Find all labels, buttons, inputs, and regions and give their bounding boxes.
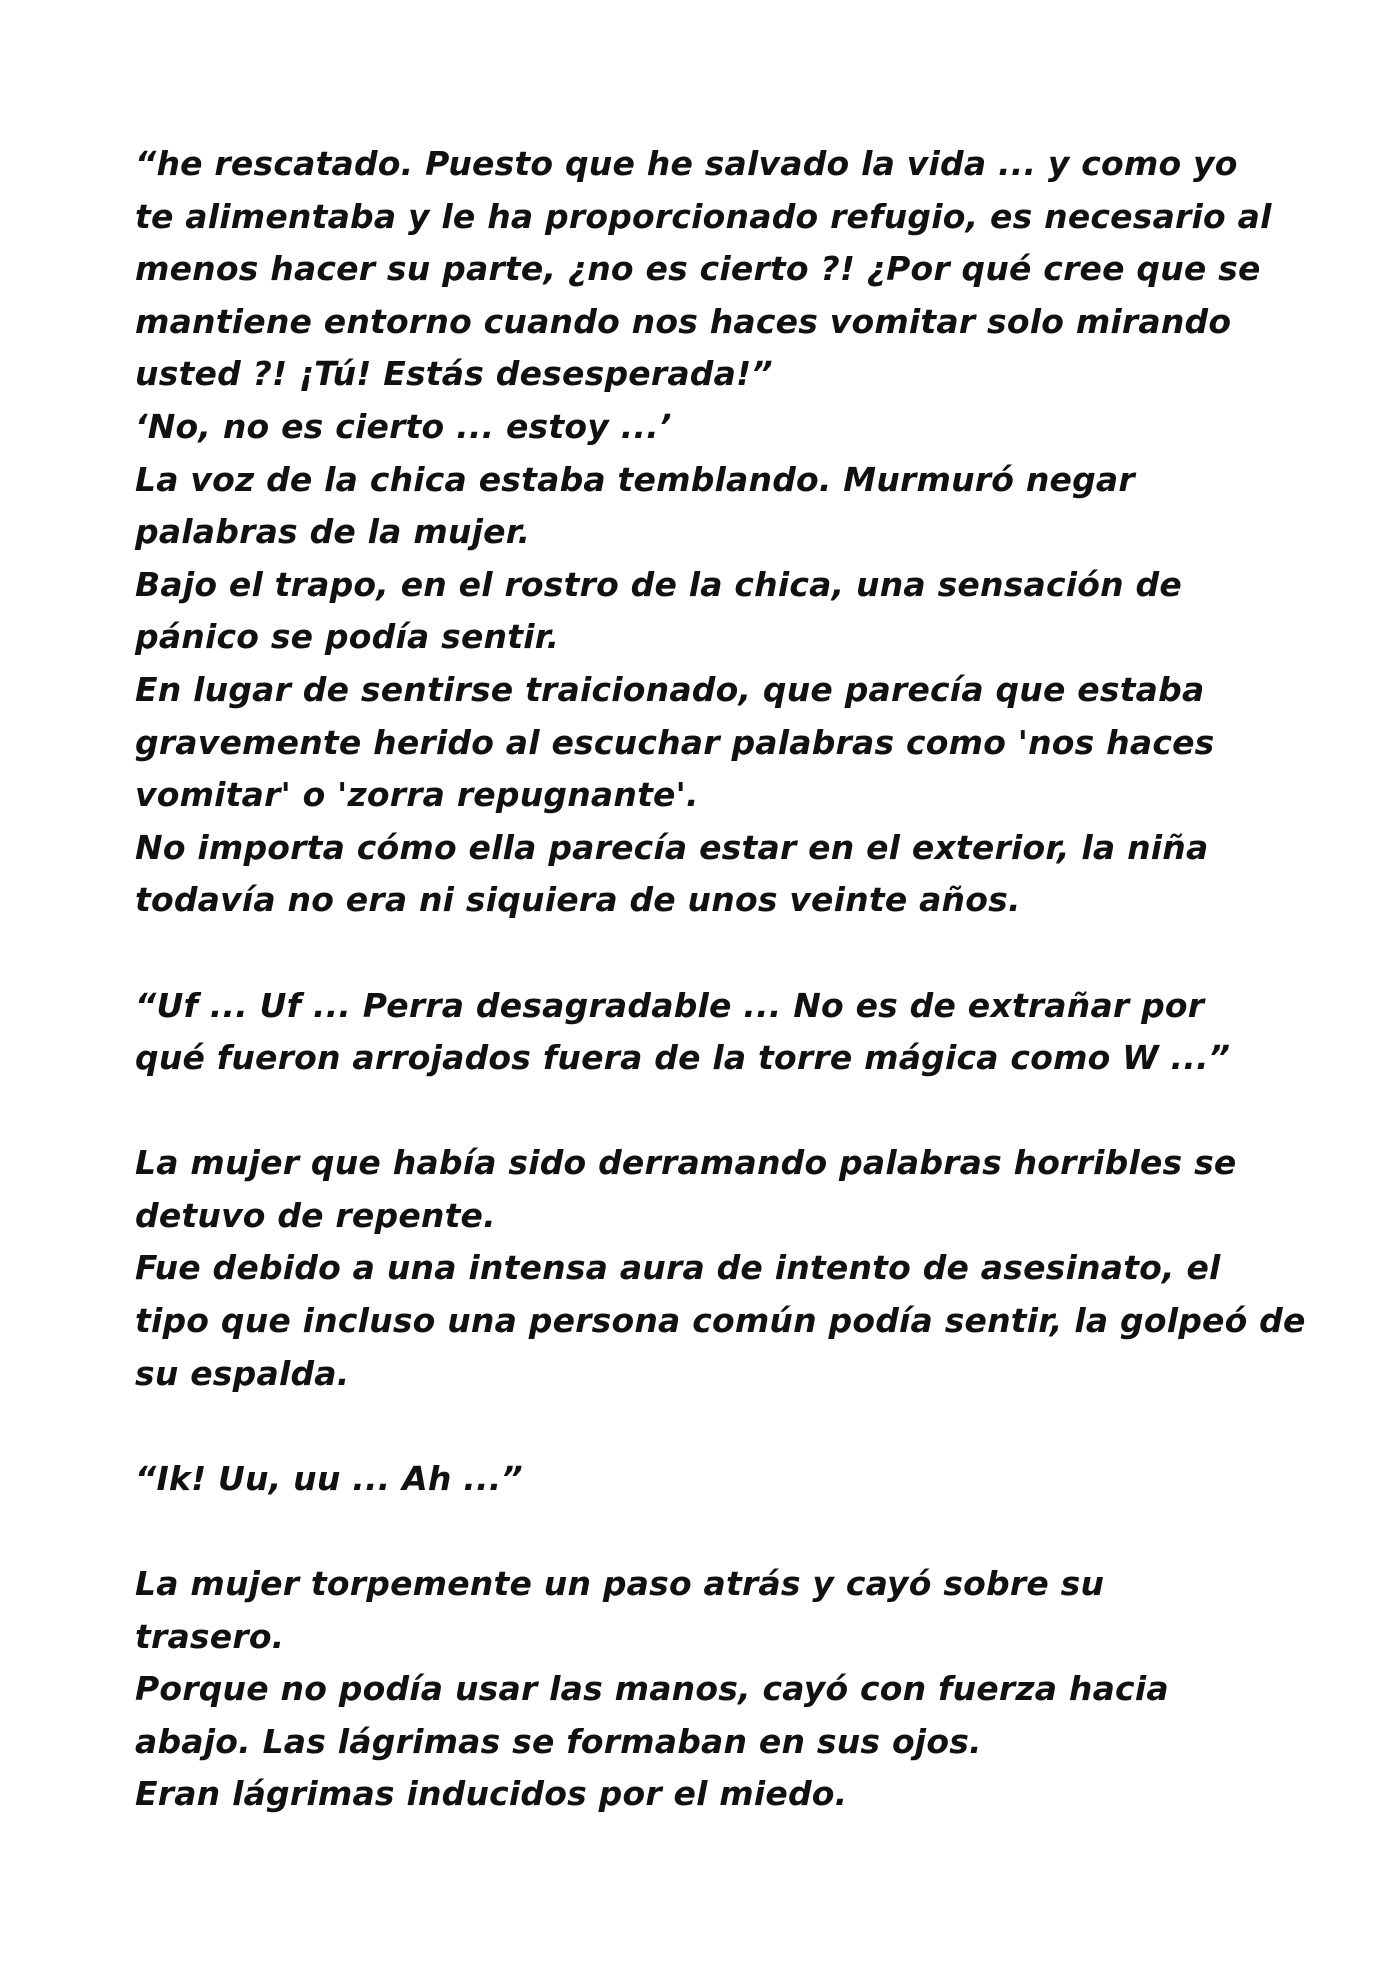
- text-line: detuvo de repente.: [135, 1195, 496, 1235]
- text-line: “Ik! Uu, uu ... Ah ...”: [135, 1458, 523, 1498]
- text-line: abajo. Las lágrimas se formaban en sus ojos.: [135, 1721, 982, 1761]
- paragraph-gap: [135, 1505, 1335, 1558]
- paragraph-gap: [135, 1400, 1335, 1453]
- text-line: tipo que incluso una persona común podía sentir, la golpeó de: [135, 1301, 1306, 1341]
- text-line: su espalda.: [135, 1353, 350, 1393]
- text-line: Bajo el trapo, en el rostro de la chica, una sensación de: [135, 564, 1182, 604]
- text-line: La mujer que había sido derramando palabras horribles se: [135, 1143, 1237, 1183]
- body-text: [135, 138, 1335, 1821]
- text-line: gravemente herido al escuchar palabras como 'nos haces: [135, 722, 1215, 762]
- text-line: “Uf ... Uf ... Perra desagradable ... No es de extrañar por: [135, 985, 1205, 1025]
- text-line: En lugar de sentirse traicionado, que parecía que estaba: [135, 669, 1205, 709]
- text-line: pánico se podía sentir.: [135, 617, 560, 657]
- text-line: Eran lágrimas inducidos por el miedo.: [135, 1774, 848, 1814]
- text-line: vomitar' o 'zorra repugnante'.: [135, 775, 699, 815]
- text-line: “he rescatado. Puesto que he salvado la vida ... y como yo: [135, 144, 1238, 183]
- text-line: No importa cómo ella parecía estar en el exterior, la niña: [135, 827, 1209, 867]
- text-line: qué fueron arrojados fuera de la torre mágica como W ...”: [135, 1038, 1231, 1078]
- text-line: trasero.: [135, 1616, 285, 1656]
- text-line: Fue debido a una intensa aura de intento de asesinato, el: [135, 1248, 1221, 1288]
- text-line: mantiene entorno cuando nos haces vomitar solo mirando: [135, 301, 1232, 341]
- text-line: La voz de la chica estaba temblando. Murmuró negar: [135, 459, 1135, 499]
- text-line: todavía no era ni siquiera de unos veinte años.: [135, 880, 1021, 920]
- text-line: La mujer torpemente un paso atrás y cayó sobre su: [135, 1564, 1105, 1604]
- text-line: usted ?! ¡Tú! Estás desesperada!”: [135, 354, 773, 394]
- text-line: ‘No, no es cierto ... estoy ...’: [135, 406, 672, 446]
- text-line: palabras de la mujer.: [135, 512, 531, 552]
- paragraph-gap: [135, 927, 1335, 980]
- text-line: te alimentaba y le ha proporcionado refugio, es necesario al: [135, 196, 1272, 236]
- text-line: menos hacer su parte, ¿no es cierto ?! ¿Por qué cree que se: [135, 249, 1261, 289]
- paragraph-gap: [135, 1085, 1335, 1138]
- text-line: Porque no podía usar las manos, cayó con fuerza hacia: [135, 1669, 1169, 1709]
